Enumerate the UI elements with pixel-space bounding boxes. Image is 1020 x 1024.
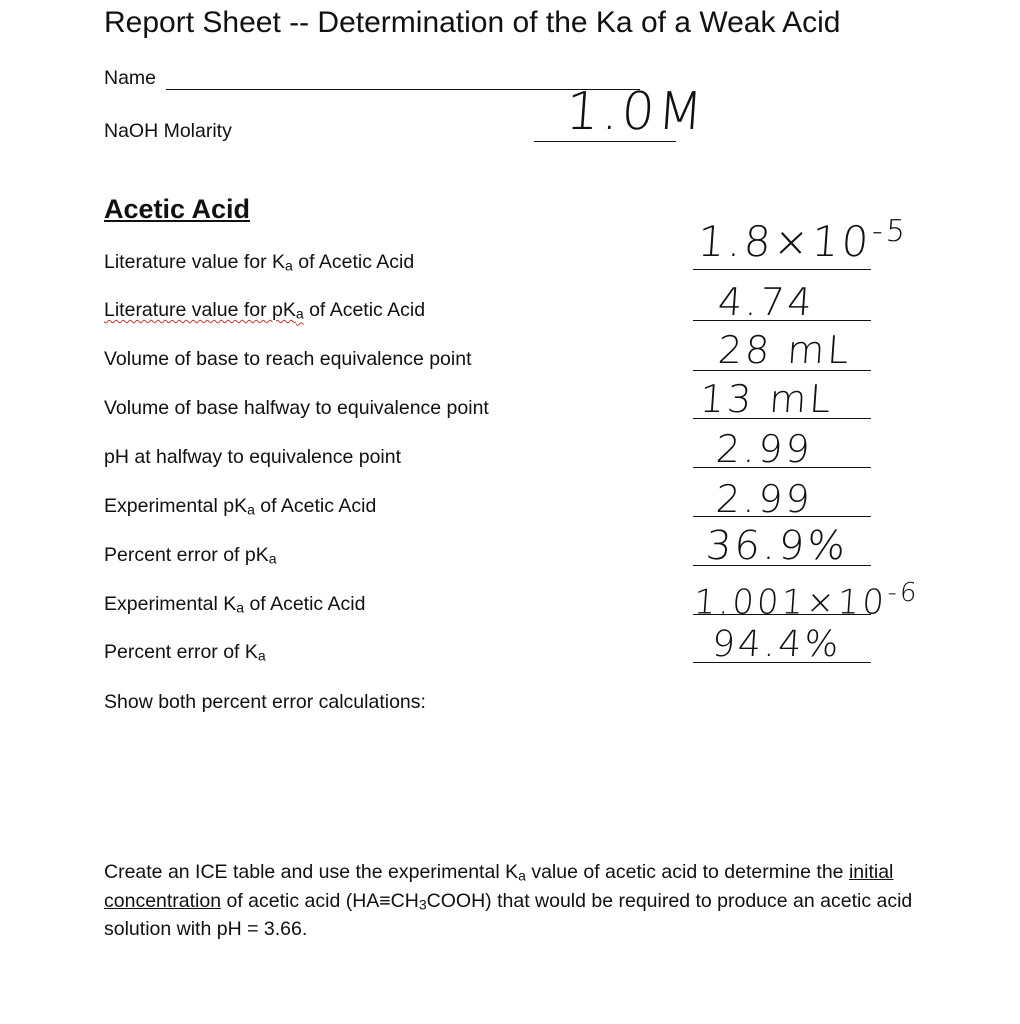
row-label-pct-error-ka: Percent error of $K_a$: [104, 641, 266, 664]
show-calculations-label: Show both percent error calculations:: [104, 691, 426, 713]
initial-concentration-underlined: initial concentration: [104, 861, 894, 912]
row-label-vol-halfway: Volume of base halfway to equivalence point: [104, 397, 489, 419]
ice-table-instructions: Create an ICE table and use the experimental $K_a$ value of acetic acid to determine the initial concentration of acetic acid $(HA\equiv CH_3COOH)$ that would be required to produce an acetic acid solution with pH = 3.66.: [104, 861, 913, 941]
answer-vol-halfway: 13 mL: [698, 377, 836, 421]
answer-line-lit-ka: [693, 269, 871, 270]
row-label-exp-ka: Experimental $K_a$ of Acetic Acid: [104, 593, 366, 616]
naoh-molarity-label: NaOH Molarity: [104, 120, 232, 142]
row-label-lit-ka: Literature value for $K_a$ of Acetic Acid: [104, 251, 415, 274]
name-label: Name: [104, 67, 157, 89]
answer-exp-ka: $1.001\times 10^{-6}$: [692, 578, 921, 623]
row-label-vol-equivalence: Volume of base to reach equivalence point: [104, 348, 472, 370]
answer-exp-pka: 2.99: [714, 477, 815, 521]
section-title-acetic-acid: Acetic Acid: [104, 194, 251, 224]
answer-ph-halfway: 2.99: [714, 427, 815, 471]
row-label-ph-halfway: pH at halfway to equivalence point: [104, 446, 402, 468]
answer-pct-error-pka: 36.9%: [704, 523, 850, 569]
row-label-exp-pka: Experimental $pK_a$ of Acetic Acid: [104, 495, 377, 518]
page-title: Report Sheet -- Determination of the Ka of a Weak Acid: [104, 6, 841, 39]
answer-lit-pka: 4.74: [716, 280, 817, 324]
row-label-lit-pka: Literature value for $pK_a$ of Acetic Acid: [104, 299, 426, 322]
answer-lit-ka: $1.8\times 10^{-5}$: [696, 214, 910, 266]
answer-vol-equivalence: 28 mL: [716, 328, 854, 372]
naoh-molarity-handwritten-value: 1.0M: [563, 82, 708, 142]
row-label-pct-error-pka: Percent error of $pK_a$: [104, 544, 277, 567]
answer-pct-error-ka: 94.4%: [710, 624, 843, 665]
